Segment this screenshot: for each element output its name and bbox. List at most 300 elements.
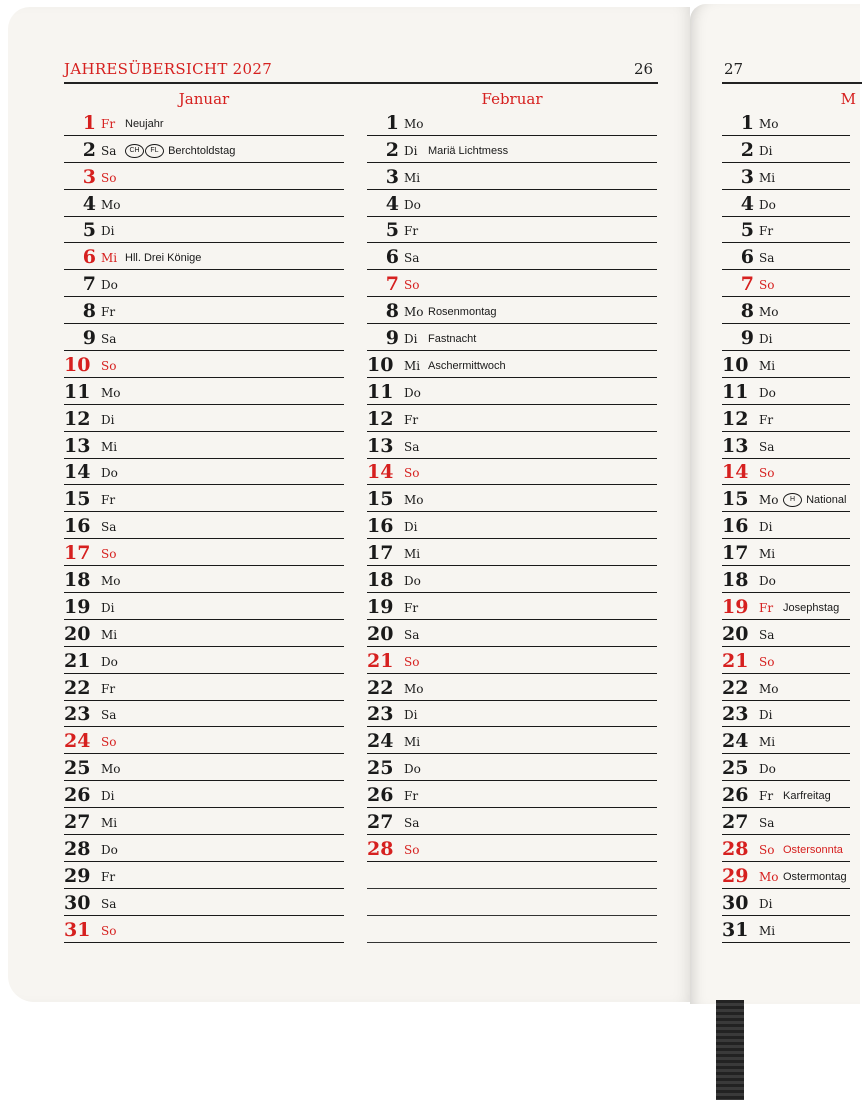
weekday-label: Mi <box>759 170 776 185</box>
day-row <box>722 378 850 405</box>
weekday-label: Mi <box>404 547 421 562</box>
weekday-label: Di <box>101 600 115 615</box>
weekday-label: So <box>404 278 420 293</box>
weekday-label: Sa <box>404 627 420 642</box>
day-number: 29 <box>64 864 91 887</box>
day-number: 3 <box>385 165 399 188</box>
holiday-note <box>783 839 843 861</box>
weekday-label: Fr <box>101 116 116 131</box>
day-number: 22 <box>367 676 394 699</box>
weekday-label: So <box>101 735 117 750</box>
day-row <box>367 378 657 405</box>
day-number: 26 <box>367 784 394 807</box>
holiday-name: Fastnacht <box>428 333 477 346</box>
weekday-label: Mi <box>759 923 776 938</box>
weekday-label: Mo <box>759 869 779 884</box>
holiday-name: Hll. Drei Könige <box>125 252 202 265</box>
day-number: 8 <box>740 300 754 323</box>
weekday-label: Sa <box>101 708 117 723</box>
day-number: 14 <box>722 461 749 484</box>
day-number: 7 <box>385 273 399 296</box>
holiday-note <box>428 301 497 323</box>
weekday-label: Di <box>404 708 418 723</box>
day-list <box>722 109 850 943</box>
weekday-label: Sa <box>101 520 117 535</box>
weekday-label: Mo <box>101 385 121 400</box>
day-number: 16 <box>367 515 394 538</box>
day-number: 7 <box>82 273 96 296</box>
weekday-label: Sa <box>404 439 420 454</box>
day-number: 25 <box>64 757 91 780</box>
day-number: 1 <box>740 111 754 134</box>
day-row <box>722 808 850 835</box>
day-row <box>64 781 344 808</box>
holiday-note <box>125 140 235 162</box>
day-number: 30 <box>64 891 91 914</box>
day-row <box>722 781 850 808</box>
day-number: 9 <box>385 327 399 350</box>
day-number: 20 <box>367 622 394 645</box>
day-number: 15 <box>722 488 749 511</box>
day-number: 24 <box>64 730 91 753</box>
day-row <box>367 217 657 244</box>
weekday-label: Mo <box>759 493 779 508</box>
weekday-label: Mo <box>404 681 424 696</box>
day-list <box>64 109 344 943</box>
day-number: 22 <box>722 676 749 699</box>
day-number: 17 <box>722 542 749 565</box>
day-row <box>367 674 657 701</box>
weekday-label: Sa <box>759 816 775 831</box>
day-row <box>722 539 850 566</box>
holiday-name: National <box>806 494 847 507</box>
holiday-name: Mariä Lichtmess <box>428 144 509 157</box>
day-row <box>722 674 850 701</box>
weekday-label: Do <box>101 466 118 481</box>
weekday-label: Sa <box>404 251 420 266</box>
day-number: 6 <box>82 246 96 269</box>
day-row <box>64 593 344 620</box>
day-row <box>722 647 850 674</box>
weekday-label: Fr <box>101 869 116 884</box>
header-rule-right <box>722 82 862 84</box>
day-number: 17 <box>64 542 91 565</box>
day-number: 27 <box>367 811 394 834</box>
holiday-note <box>428 355 506 377</box>
day-row <box>64 485 344 512</box>
empty-row <box>367 862 657 889</box>
weekday-label: Fr <box>404 412 419 427</box>
day-row <box>64 297 344 324</box>
weekday-label: So <box>759 278 775 293</box>
day-row <box>367 781 657 808</box>
day-number: 8 <box>385 300 399 323</box>
holiday-name: Karfreitag <box>783 790 831 803</box>
holiday-name: Aschermittwoch <box>428 359 506 372</box>
weekday-label: Mi <box>404 170 421 185</box>
weekday-label: Do <box>101 654 118 669</box>
day-number: 13 <box>722 434 749 457</box>
day-row <box>367 566 657 593</box>
weekday-label: Mo <box>759 116 779 131</box>
day-number: 16 <box>64 515 91 538</box>
weekday-label: Do <box>759 197 776 212</box>
day-row <box>722 163 850 190</box>
day-row <box>64 808 344 835</box>
day-row <box>367 351 657 378</box>
day-number: 5 <box>385 219 399 242</box>
weekday-label: Mi <box>759 547 776 562</box>
day-number: 16 <box>722 515 749 538</box>
day-row <box>722 566 850 593</box>
day-number: 22 <box>64 676 91 699</box>
day-number: 4 <box>82 192 96 215</box>
day-number: 23 <box>367 703 394 726</box>
day-row <box>64 217 344 244</box>
day-row <box>722 136 850 163</box>
day-number: 28 <box>64 837 91 860</box>
weekday-label: So <box>101 547 117 562</box>
day-number: 3 <box>82 165 96 188</box>
weekday-label: Di <box>404 520 418 535</box>
region-badge-icon: CH <box>125 144 144 158</box>
weekday-label: Mo <box>759 681 779 696</box>
holiday-name: Ostersonnta <box>783 843 843 856</box>
day-number: 6 <box>740 246 754 269</box>
weekday-label: Mo <box>404 305 424 320</box>
day-row <box>367 808 657 835</box>
day-number: 2 <box>740 138 754 161</box>
weekday-label: Sa <box>404 816 420 831</box>
weekday-label: Mi <box>759 358 776 373</box>
day-row <box>64 835 344 862</box>
holiday-note <box>783 785 831 807</box>
day-row <box>722 432 850 459</box>
day-row <box>722 459 850 486</box>
weekday-label: Fr <box>101 305 116 320</box>
holiday-name: Neujahr <box>125 117 164 130</box>
day-row <box>64 459 344 486</box>
header-rule-left <box>64 82 658 84</box>
day-row <box>64 512 344 539</box>
weekday-label: Sa <box>101 143 117 158</box>
weekday-label: Mi <box>404 735 421 750</box>
day-number: 31 <box>64 918 91 941</box>
day-row <box>64 754 344 781</box>
day-row <box>722 217 850 244</box>
day-row <box>722 727 850 754</box>
day-row <box>722 862 850 889</box>
day-row <box>367 109 657 136</box>
day-number: 1 <box>82 111 96 134</box>
weekday-label: Mo <box>404 493 424 508</box>
day-row <box>64 539 344 566</box>
day-number: 11 <box>64 380 91 403</box>
day-row <box>367 647 657 674</box>
day-row <box>64 862 344 889</box>
day-row <box>64 270 344 297</box>
weekday-label: Do <box>101 842 118 857</box>
day-number: 30 <box>722 891 749 914</box>
weekday-label: Fr <box>404 224 419 239</box>
day-number: 13 <box>64 434 91 457</box>
weekday-label: Fr <box>404 789 419 804</box>
day-number: 21 <box>64 649 91 672</box>
day-row <box>722 916 850 943</box>
day-row <box>722 593 850 620</box>
day-number: 24 <box>367 730 394 753</box>
day-number: 25 <box>722 757 749 780</box>
day-row <box>722 405 850 432</box>
weekday-label: Mi <box>101 627 118 642</box>
weekday-label: So <box>101 923 117 938</box>
day-row <box>722 109 850 136</box>
weekday-label: Fr <box>759 789 774 804</box>
day-row <box>64 136 344 163</box>
day-row <box>722 512 850 539</box>
weekday-label: Sa <box>759 627 775 642</box>
day-number: 12 <box>367 407 394 430</box>
weekday-label: Mo <box>101 197 121 212</box>
weekday-label: Mo <box>101 574 121 589</box>
weekday-label: Do <box>759 762 776 777</box>
day-number: 28 <box>722 837 749 860</box>
day-number: 14 <box>64 461 91 484</box>
holiday-note <box>783 597 839 619</box>
weekday-label: Do <box>404 385 421 400</box>
day-number: 23 <box>64 703 91 726</box>
weekday-label: Di <box>101 412 115 427</box>
day-number: 21 <box>722 649 749 672</box>
weekday-label: So <box>101 170 117 185</box>
day-row <box>722 620 850 647</box>
weekday-label: Fr <box>759 600 774 615</box>
weekday-label: Do <box>404 574 421 589</box>
day-row <box>367 136 657 163</box>
day-row <box>64 324 344 351</box>
month-column-march <box>722 89 856 943</box>
weekday-label: Di <box>759 332 773 347</box>
day-row <box>64 620 344 647</box>
day-row <box>722 243 850 270</box>
weekday-label: Sa <box>101 332 117 347</box>
holiday-note <box>783 866 847 888</box>
day-number: 12 <box>64 407 91 430</box>
day-number: 31 <box>722 918 749 941</box>
day-row <box>722 297 850 324</box>
day-number: 27 <box>64 811 91 834</box>
weekday-label: So <box>404 466 420 481</box>
region-badge-icon: FL <box>145 144 164 158</box>
day-number: 24 <box>722 730 749 753</box>
holiday-name: Berchtoldstag <box>168 144 236 157</box>
weekday-label: So <box>404 842 420 857</box>
day-row <box>64 109 344 136</box>
day-row <box>367 297 657 324</box>
weekday-label: Mi <box>759 735 776 750</box>
day-number: 18 <box>722 569 749 592</box>
day-number: 10 <box>64 353 91 376</box>
day-number: 3 <box>740 165 754 188</box>
day-row <box>367 270 657 297</box>
day-number: 23 <box>722 703 749 726</box>
month-column-january <box>64 89 344 943</box>
day-number: 27 <box>722 811 749 834</box>
day-number: 8 <box>82 300 96 323</box>
day-number: 19 <box>367 595 394 618</box>
day-row <box>64 916 344 943</box>
day-row <box>367 539 657 566</box>
weekday-label: Do <box>404 762 421 777</box>
weekday-label: Di <box>101 224 115 239</box>
day-number: 17 <box>367 542 394 565</box>
weekday-label: Sa <box>759 251 775 266</box>
weekday-label: Mo <box>759 305 779 320</box>
day-number: 7 <box>740 273 754 296</box>
weekday-label: Do <box>759 574 776 589</box>
day-number: 25 <box>367 757 394 780</box>
weekday-label: So <box>759 654 775 669</box>
day-row <box>722 485 850 512</box>
day-row <box>64 674 344 701</box>
day-row <box>367 432 657 459</box>
weekday-label: Fr <box>759 412 774 427</box>
day-number: 1 <box>385 111 399 134</box>
weekday-label: Mo <box>404 116 424 131</box>
day-row <box>367 243 657 270</box>
day-number: 4 <box>740 192 754 215</box>
weekday-label: Mi <box>101 816 118 831</box>
day-row <box>722 701 850 728</box>
page-number-right: 27 <box>724 60 744 78</box>
holiday-note <box>125 247 201 269</box>
day-number: 10 <box>367 353 394 376</box>
day-number: 4 <box>385 192 399 215</box>
day-number: 15 <box>64 488 91 511</box>
day-row <box>64 647 344 674</box>
month-label: Februar <box>481 90 543 108</box>
weekday-label: So <box>404 654 420 669</box>
day-row <box>722 351 850 378</box>
weekday-label: So <box>101 358 117 373</box>
day-number: 15 <box>367 488 394 511</box>
day-number: 6 <box>385 246 399 269</box>
day-row <box>64 566 344 593</box>
day-number: 9 <box>740 327 754 350</box>
day-row <box>367 727 657 754</box>
day-row <box>64 163 344 190</box>
day-number: 19 <box>722 595 749 618</box>
empty-row <box>367 916 657 943</box>
weekday-label: Di <box>404 332 418 347</box>
day-number: 28 <box>367 837 394 860</box>
day-row <box>367 485 657 512</box>
weekday-label: Di <box>759 143 773 158</box>
holiday-name: Rosenmontag <box>428 306 497 319</box>
weekday-label: Fr <box>101 493 116 508</box>
month-label: M <box>840 90 856 108</box>
day-row <box>64 432 344 459</box>
region-badge-icon: H <box>783 493 802 507</box>
day-number: 2 <box>385 138 399 161</box>
month-column-february <box>367 89 657 943</box>
day-row <box>64 701 344 728</box>
holiday-note <box>428 140 508 162</box>
day-number: 29 <box>722 864 749 887</box>
holiday-name: Ostermontag <box>783 870 847 883</box>
day-row <box>722 754 850 781</box>
day-row <box>64 727 344 754</box>
weekday-label: Di <box>404 143 418 158</box>
page-number-left: 26 <box>634 60 654 78</box>
weekday-label: Fr <box>404 600 419 615</box>
day-number: 13 <box>367 434 394 457</box>
bookmark-ribbon <box>716 1000 744 1100</box>
day-row <box>367 163 657 190</box>
weekday-label: Di <box>759 708 773 723</box>
day-number: 12 <box>722 407 749 430</box>
empty-row <box>367 889 657 916</box>
day-row <box>367 405 657 432</box>
weekday-label: Mo <box>101 762 121 777</box>
day-row <box>367 324 657 351</box>
day-row <box>367 459 657 486</box>
day-number: 20 <box>722 622 749 645</box>
weekday-label: Do <box>101 278 118 293</box>
day-number: 10 <box>722 353 749 376</box>
day-row <box>64 405 344 432</box>
day-row <box>367 835 657 862</box>
day-number: 18 <box>64 569 91 592</box>
day-row <box>722 324 850 351</box>
day-row <box>722 270 850 297</box>
day-row <box>367 593 657 620</box>
holiday-note <box>428 328 476 350</box>
holiday-name: Josephstag <box>783 601 840 614</box>
day-row <box>722 835 850 862</box>
day-number: 18 <box>367 569 394 592</box>
day-row <box>64 243 344 270</box>
day-row <box>367 512 657 539</box>
day-number: 9 <box>82 327 96 350</box>
page-title: JAHRESÜBERSICHT 2027 <box>64 60 273 78</box>
weekday-label: Mi <box>101 439 118 454</box>
holiday-note <box>783 489 846 511</box>
weekday-label: Di <box>101 789 115 804</box>
day-number: 14 <box>367 461 394 484</box>
day-number: 2 <box>82 138 96 161</box>
day-number: 11 <box>722 380 749 403</box>
day-number: 5 <box>740 219 754 242</box>
day-list <box>367 109 657 943</box>
weekday-label: Mi <box>404 358 421 373</box>
day-row <box>64 889 344 916</box>
weekday-label: Di <box>759 520 773 535</box>
weekday-label: Do <box>759 385 776 400</box>
holiday-note <box>125 113 164 135</box>
day-row <box>367 754 657 781</box>
day-row <box>367 620 657 647</box>
weekday-label: Mi <box>101 251 118 266</box>
day-row <box>367 190 657 217</box>
day-number: 11 <box>367 380 394 403</box>
weekday-label: Do <box>404 197 421 212</box>
day-number: 5 <box>82 219 96 242</box>
weekday-label: So <box>759 466 775 481</box>
day-row <box>367 701 657 728</box>
day-number: 21 <box>367 649 394 672</box>
day-number: 26 <box>64 784 91 807</box>
